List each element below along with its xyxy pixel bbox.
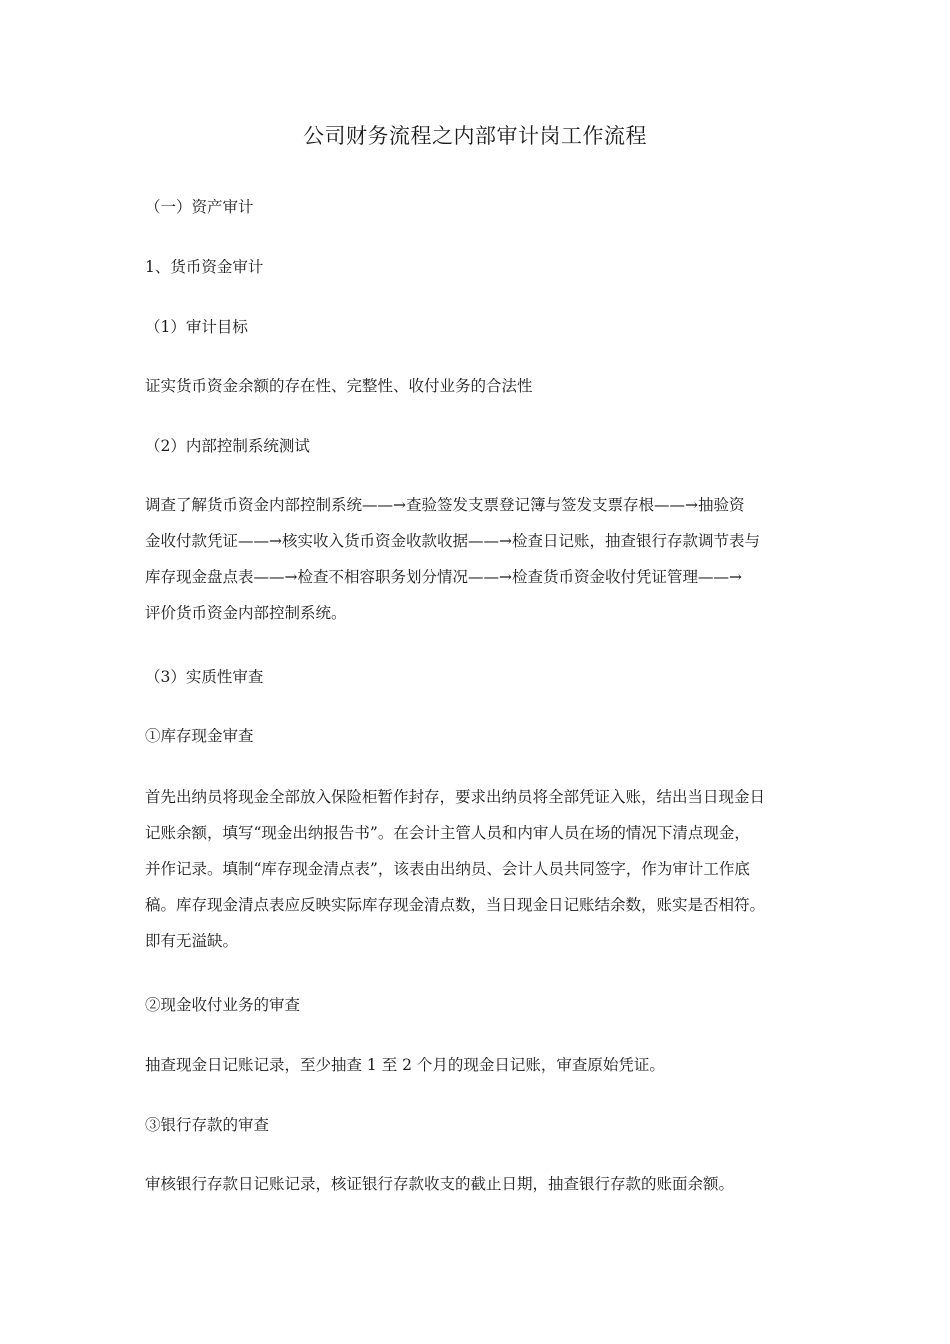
paragraph-cash-transactions-review: 抽查现金日记账记录，至少抽查 1 至 2 个月的现金日记账，审查原始凭证。 xyxy=(145,1056,665,1074)
paragraph-cash-count-procedure xyxy=(145,785,815,965)
page-title: 公司财务流程之内部审计岗工作流程 xyxy=(303,124,647,148)
heading-monetary-funds-audit: 1、货币资金审计 xyxy=(145,258,264,276)
paragraph-audit-objective: 证实货币资金余额的存在性、完整性、收付业务的合法性 xyxy=(145,377,533,395)
paragraph-internal-control-steps xyxy=(145,493,815,637)
paragraph-line: 评价货币资金内部控制系统。 xyxy=(145,604,347,622)
heading-asset-audit: （一）资产审计 xyxy=(145,198,254,216)
paragraph-line: 并作记录。填制“库存现金清点表”，该表由出纳员、会计人员共同签字，作为审计工作底 xyxy=(145,860,750,878)
paragraph-line: 库存现金盘点表——→检查不相容职务划分情况——→检查货币资金收付凭证管理——→ xyxy=(145,568,742,586)
paragraph-line: 金收付款凭证——→核实收入货币资金收款收据——→检查日记账，抽查银行存款调节表与 xyxy=(145,532,760,550)
paragraph-line: 记账余额，填写“现金出纳报告书”。在会计主管人员和内审人员在场的情况下清点现金， xyxy=(145,824,750,842)
paragraph-bank-deposit-review: 审核银行存款日记账记录，核证银行存款收支的截止日期，抽查银行存款的账面余额。 xyxy=(145,1175,735,1193)
heading-bank-deposit-review: ③银行存款的审查 xyxy=(145,1116,270,1134)
paragraph-line: 首先出纳员将现金全部放入保险柜暂作封存，要求出纳员将全部凭证入账，结出当日现金日 xyxy=(145,788,766,806)
heading-cash-transactions-review: ②现金收付业务的审查 xyxy=(145,996,301,1014)
paragraph-line: 即有无溢缺。 xyxy=(145,932,239,950)
paragraph-line: 调查了解货币资金内部控制系统——→查验签发支票登记簿与签发支票存根——→抽验资 xyxy=(145,496,745,514)
heading-substantive-review: （3）实质性审查 xyxy=(145,668,264,686)
paragraph-line: 稿。库存现金清点表应反映实际库存现金清点数，当日现金日记账结余数，账实是否相符。 xyxy=(145,896,766,914)
heading-audit-objective: （1）审计目标 xyxy=(145,318,248,336)
heading-cash-on-hand-review: ①库存现金审查 xyxy=(145,727,254,745)
heading-internal-control-test: （2）内部控制系统测试 xyxy=(145,437,310,455)
